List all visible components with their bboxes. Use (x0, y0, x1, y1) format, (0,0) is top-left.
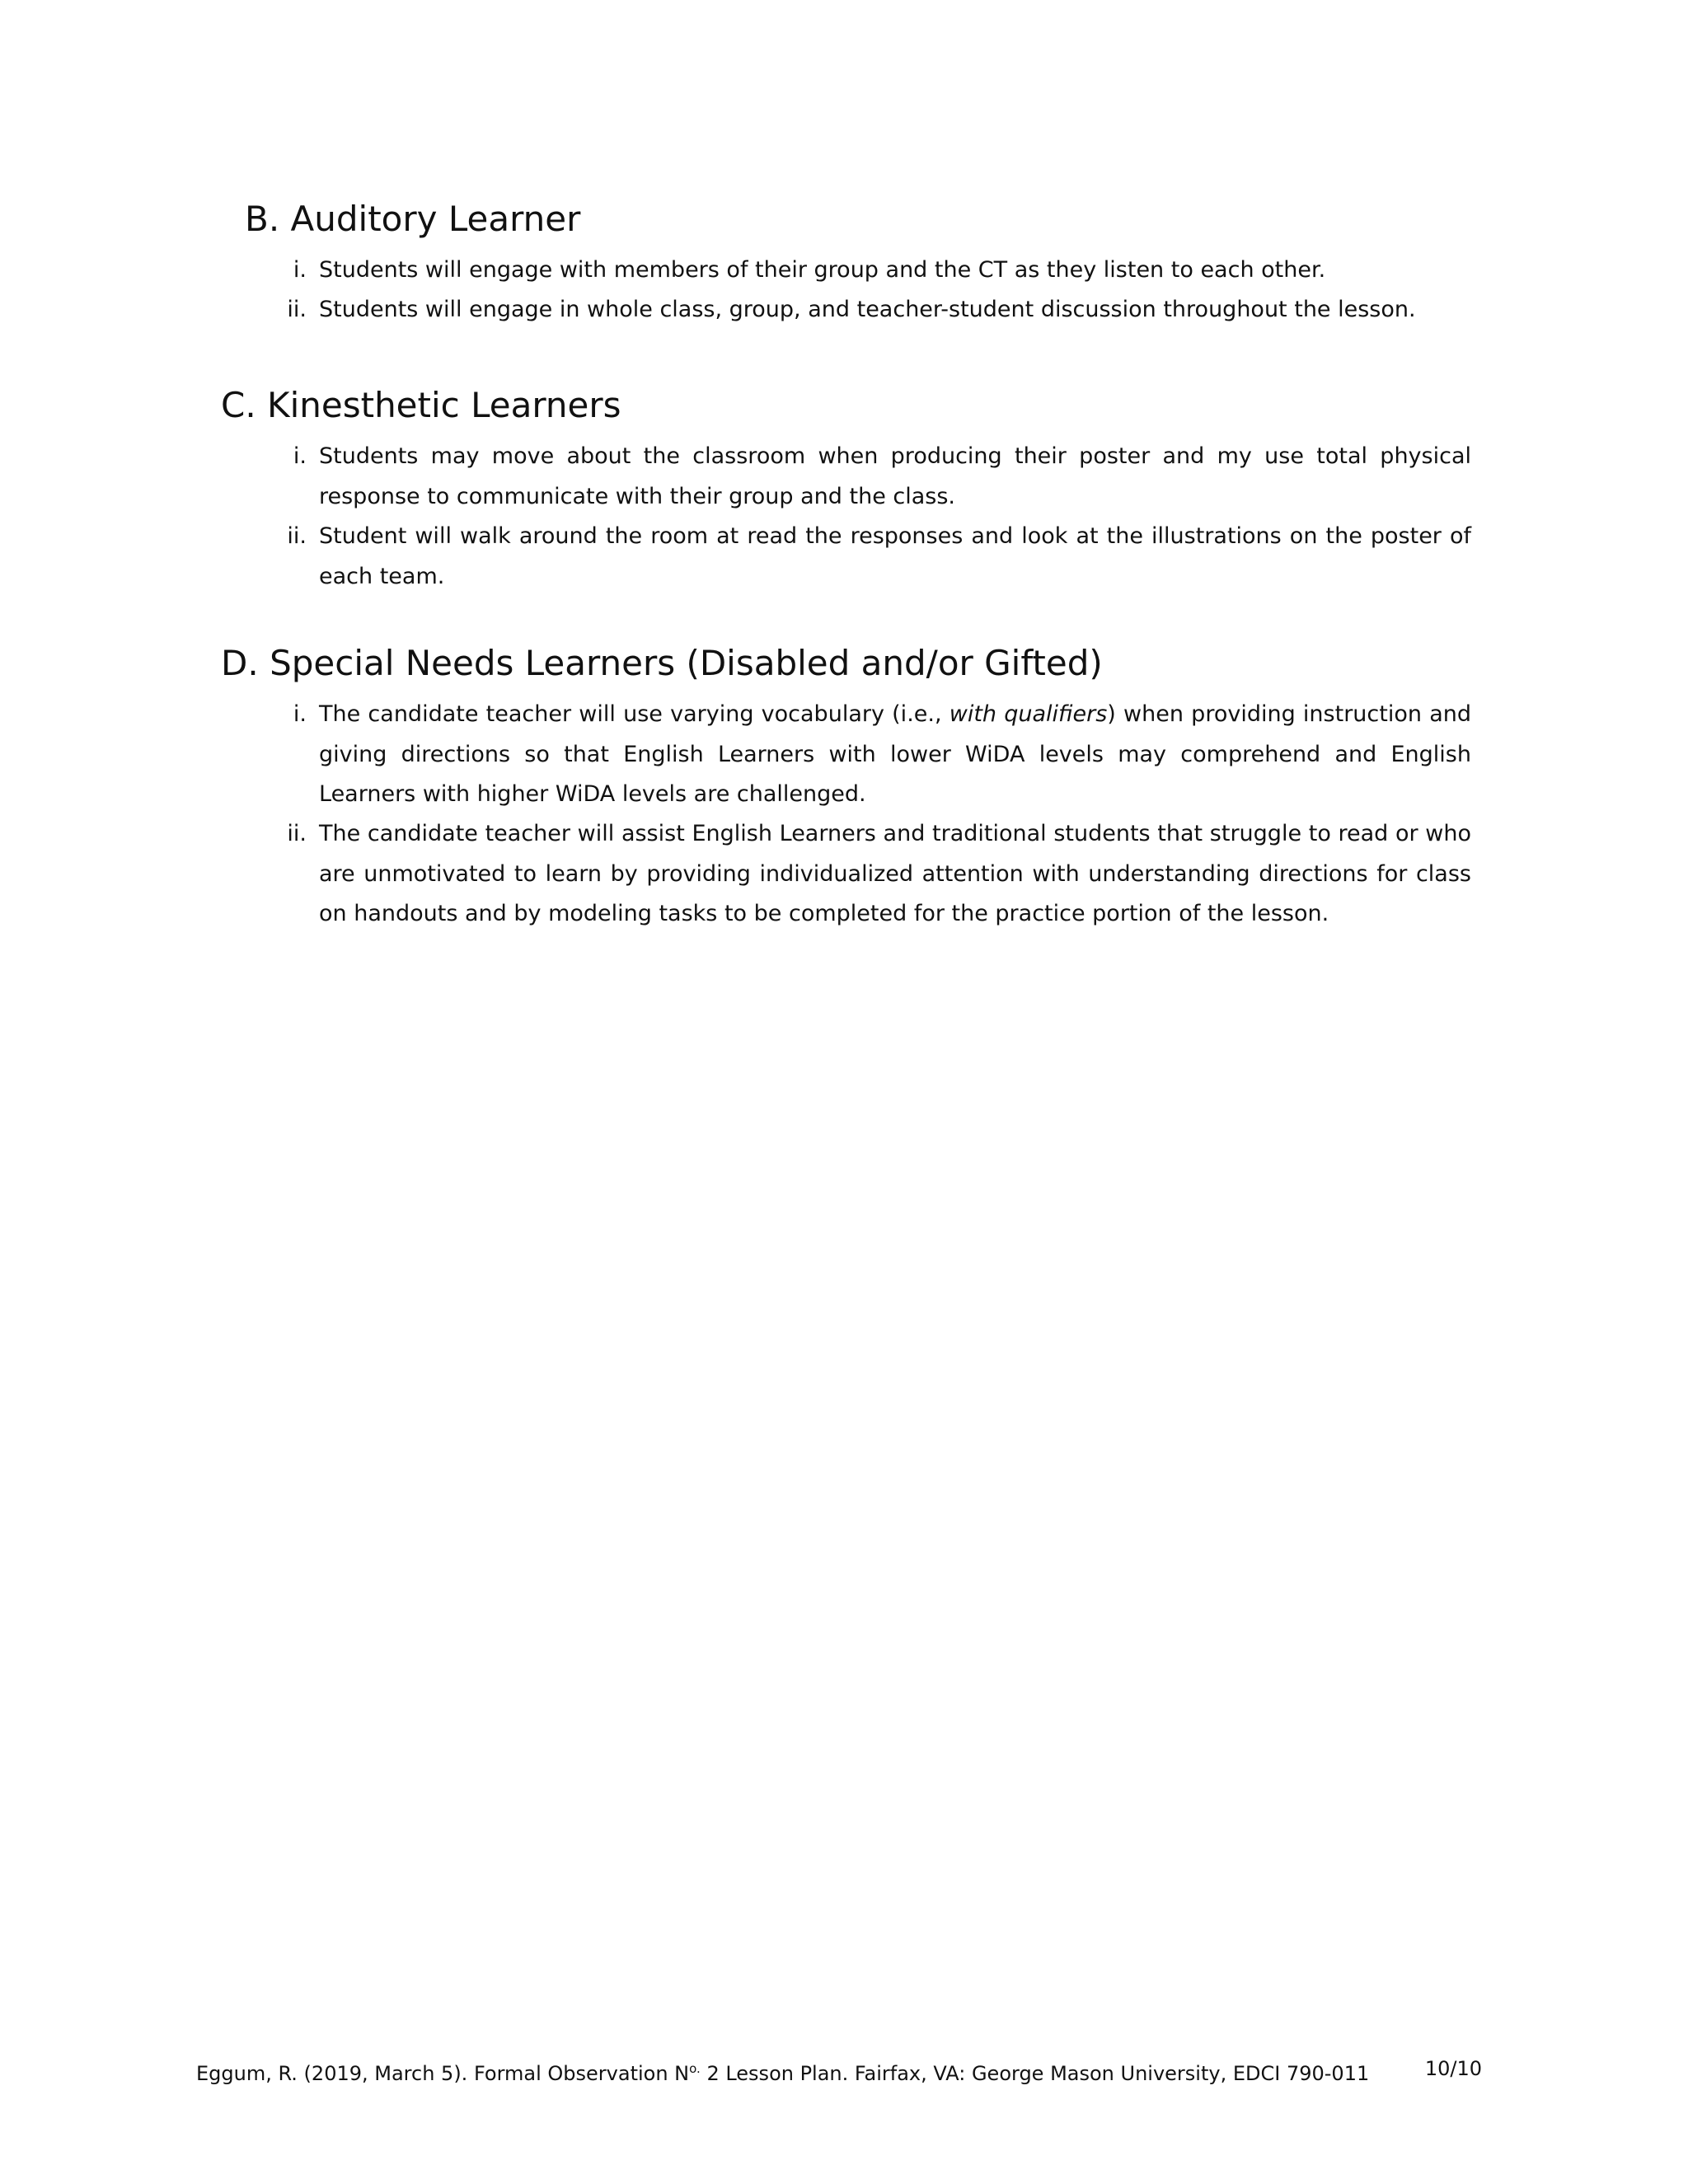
footer-citation (196, 2055, 1369, 2088)
list-numeral: ii. (287, 821, 307, 846)
list-item-text: Student will walk around the room at read the responses and look at the illustrations on the poster of each team. (319, 523, 1471, 589)
text-segment: ) when providing instruction and giving directions so that English Learners with lower WiDA levels may comprehend and English Learners with higher WiDA levels are challenged. (319, 701, 1471, 808)
italic-text: with qualifiers (949, 701, 1108, 727)
list-numeral: i. (293, 701, 307, 727)
section-title: Special Needs Learners (Disabled and/or Gifted) (270, 643, 1103, 683)
list-item-text: The candidate teacher will assist English Learners and traditional students that struggle to read or who are unmotivated to learn by providing individualized attention with understanding directions for class on handouts and by modeling tasks to be completed for the practice portion of the lesson. (319, 821, 1471, 927)
section-heading-auditory (245, 199, 581, 239)
section-heading-special-needs (221, 643, 1103, 683)
page-number: 10/10 (1424, 2057, 1482, 2080)
citation-superscript: o. (689, 2061, 701, 2076)
text-segment: The candidate teacher will use varying vocabulary (i.e., (319, 701, 950, 727)
list-item-text: Students may move about the classroom when producing their poster and my use total physical response to communicate with their group and the class. (319, 443, 1471, 509)
citation-text: Eggum, R. (2019, March 5). Formal Observation N (196, 2062, 690, 2085)
section-letter: D. (221, 643, 259, 683)
section-title: Kinesthetic Learners (267, 385, 621, 425)
list-numeral: i. (293, 443, 307, 469)
list-numeral: ii. (287, 297, 307, 322)
list-numeral: ii. (287, 523, 307, 549)
section-heading-kinesthetic (221, 385, 621, 425)
list-item-text (319, 695, 1471, 815)
citation-text: 2 Lesson Plan. Fairfax, VA: George Mason University, EDCI 790-011 (700, 2062, 1370, 2085)
list-item-text: Students will engage with members of their group and the CT as they listen to each other. (319, 257, 1326, 283)
section-title: Auditory Learner (290, 199, 581, 239)
section-letter: B. (245, 199, 280, 239)
list-item-text: Students will engage in whole class, group, and teacher-student discussion throughout the lesson. (319, 297, 1416, 322)
section-letter: C. (221, 385, 256, 425)
list-numeral: i. (293, 257, 307, 283)
